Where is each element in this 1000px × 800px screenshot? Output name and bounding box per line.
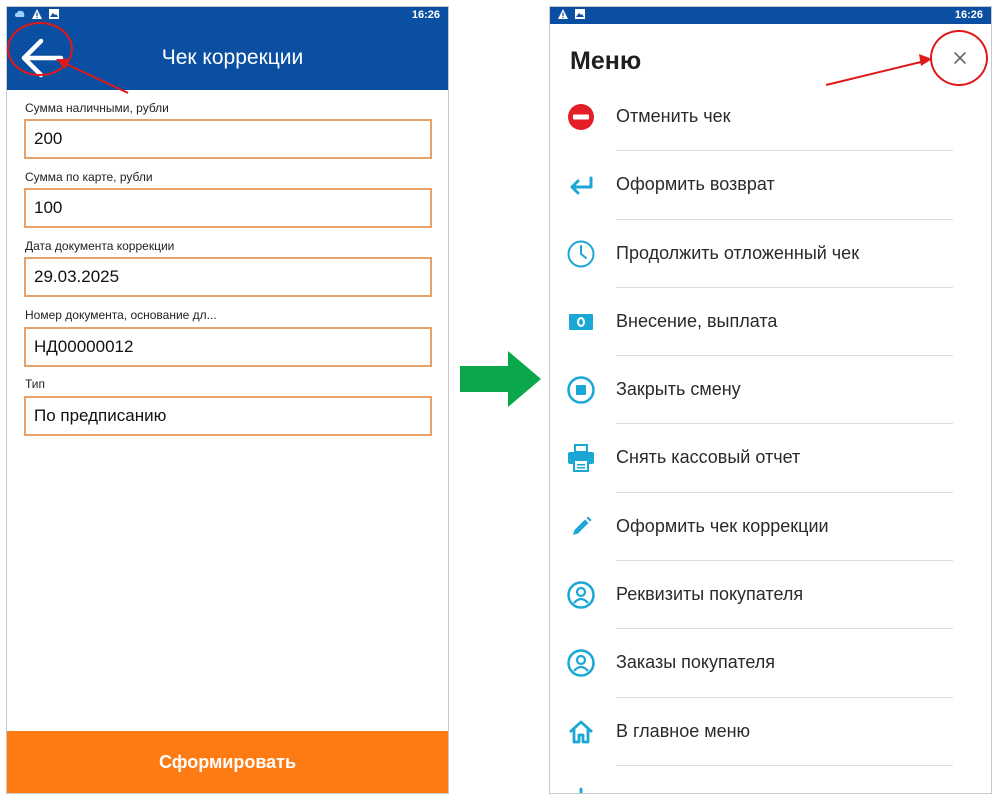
stop-icon <box>566 375 596 405</box>
warning-icon <box>32 9 42 19</box>
correction-receipt-screen <box>6 6 449 794</box>
user-icon <box>566 648 596 678</box>
menu-screen <box>549 6 992 794</box>
menu-item-label: Оформить возврат <box>616 174 775 195</box>
menu-item-correction-receipt[interactable] <box>550 493 991 561</box>
menu-item-label: Отменить чек <box>616 106 731 126</box>
user-icon <box>566 580 596 610</box>
menu-item-main-menu[interactable] <box>550 698 991 766</box>
cash-amount-label: Сумма наличными, рубли <box>25 101 169 115</box>
printer-icon <box>566 443 596 473</box>
menu-item-label: Реквизиты покупателя <box>616 584 804 605</box>
warning-icon <box>558 9 568 19</box>
menu-list <box>550 83 991 794</box>
menu-item-label: Заказы покупателя <box>616 652 776 673</box>
menu-item-resume-deferred[interactable] <box>550 220 991 288</box>
menu-item-label: Снять кассовый отчет <box>616 447 801 468</box>
menu-item-customer-details[interactable] <box>550 561 991 629</box>
cash-amount-input[interactable] <box>24 119 432 159</box>
transition-arrow-icon <box>458 350 542 408</box>
clock-icon <box>566 239 596 269</box>
menu-item-label: В главное меню <box>616 720 751 741</box>
cancel-icon <box>566 102 596 132</box>
status-time: 16:26 <box>411 9 440 21</box>
cloud-icon <box>15 9 25 19</box>
menu-item-customer-orders[interactable] <box>550 629 991 697</box>
menu-title: Меню <box>570 47 642 75</box>
menu-item-return[interactable] <box>550 151 991 219</box>
correction-date-label: Дата документа коррекции <box>25 239 175 253</box>
status-bar <box>550 7 991 24</box>
card-amount-label: Сумма по карте, рубли <box>25 170 153 184</box>
type-select[interactable] <box>24 396 432 436</box>
document-number-input[interactable] <box>24 327 432 367</box>
submit-button[interactable]: Сформировать <box>7 731 448 793</box>
type-label: Тип <box>25 377 46 391</box>
return-arrow-icon <box>566 170 596 200</box>
app-bar <box>7 24 448 90</box>
status-time: 16:26 <box>954 9 983 21</box>
correction-date-input[interactable] <box>24 257 432 297</box>
close-icon <box>945 43 975 73</box>
image-icon <box>49 9 59 19</box>
menu-item-label: Продолжить отложенный чек <box>616 242 860 263</box>
close-button[interactable] <box>945 43 975 73</box>
menu-item-label: Закрыть смену <box>616 379 741 400</box>
menu-item-label: Внесение, выплата <box>616 310 778 331</box>
menu-item-close-shift[interactable] <box>550 356 991 424</box>
document-number-label: Номер документа, основание дл... <box>25 308 217 322</box>
power-icon <box>566 785 596 794</box>
menu-item-cancel-receipt[interactable] <box>550 83 991 151</box>
page-title: Чек коррекции <box>161 46 304 69</box>
pencil-icon <box>566 512 596 542</box>
image-icon <box>575 9 585 19</box>
cash-icon <box>566 307 596 337</box>
menu-item-cash-report[interactable] <box>550 424 991 492</box>
menu-item-label: Оформить чек коррекции <box>616 515 829 536</box>
card-amount-input[interactable] <box>24 188 432 228</box>
menu-item-partial[interactable] <box>550 766 991 794</box>
home-icon <box>566 717 596 747</box>
menu-item-cash-in-out[interactable] <box>550 288 991 356</box>
status-bar <box>7 7 448 24</box>
